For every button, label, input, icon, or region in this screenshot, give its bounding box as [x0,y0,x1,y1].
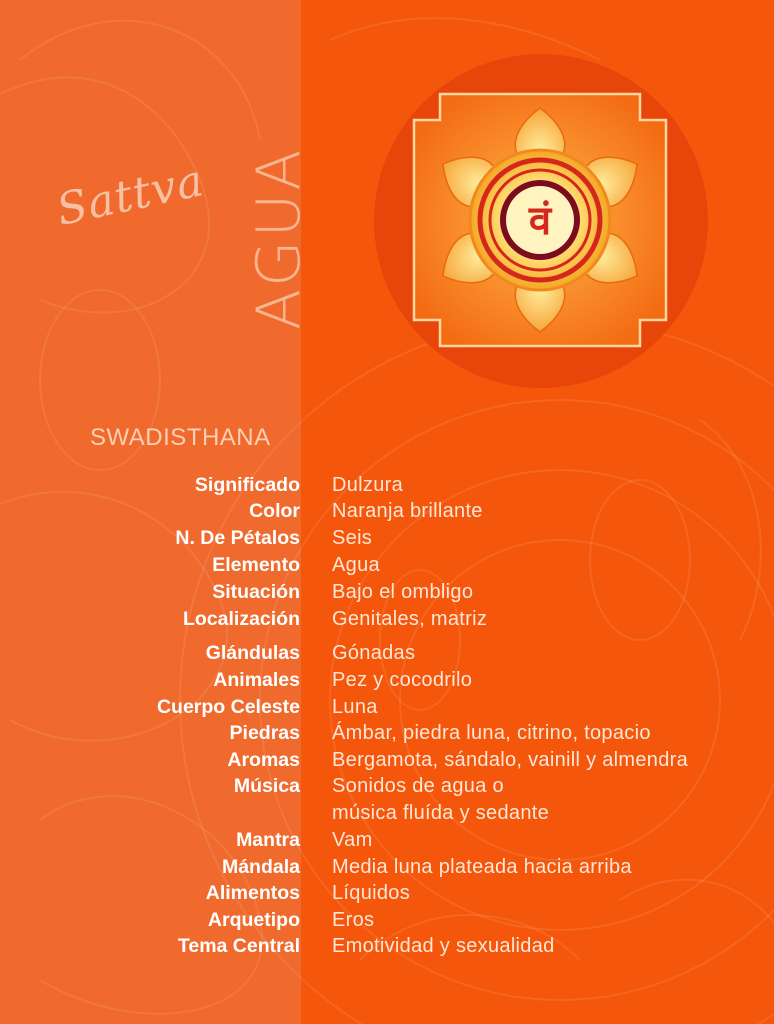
attribute-value: Seis [332,527,373,549]
script-title: Sattva [52,155,209,236]
attribute-row [0,669,774,695]
attribute-row [0,802,774,828]
attribute-row [0,882,774,908]
attribute-row [0,722,774,748]
attribute-label: Situación [212,581,300,603]
attribute-value: Gónadas [332,642,416,664]
attribute-row [0,554,774,580]
attribute-row [0,935,774,961]
attribute-label: Mantra [236,829,300,851]
attribute-row [0,696,774,722]
attribute-row [0,581,774,607]
attribute-row [0,474,774,500]
attribute-row [0,775,774,801]
attribute-value: Eros [332,909,375,931]
attribute-label: Aromas [227,749,300,771]
attribute-label: Piedras [229,722,300,744]
attribute-value: Emotividad y sexualidad [332,935,555,957]
attribute-row [0,642,774,668]
attribute-label: Elemento [212,554,300,576]
attribute-value: Bajo el ombligo [332,581,474,603]
attribute-row [0,909,774,935]
attribute-value: Genitales, matriz [332,608,488,630]
attribute-label: Glándulas [205,642,300,664]
chakra-symbol-icon [404,84,676,356]
chakra-bija-glyph: वं [528,198,552,244]
attribute-label: Animales [213,669,300,691]
attribute-row [0,856,774,882]
attribute-label: N. De Pétalos [175,527,300,549]
attribute-label: Color [249,500,300,522]
attribute-label: Alimentos [205,882,300,904]
attribute-label: Arquetipo [207,909,300,931]
attribute-label: Mándala [221,856,300,878]
attribute-row [0,500,774,526]
attribute-value: Luna [332,696,378,718]
attribute-value: Ámbar, piedra luna, citrino, topacio [332,722,651,744]
attribute-label: Cuerpo Celeste [156,696,300,718]
attribute-value: Sonidos de agua o [332,775,504,797]
attribute-label: Tema Central [177,935,300,957]
attribute-row [0,749,774,775]
attribute-row [0,527,774,553]
attribute-value: Bergamota, sándalo, vainill y almendra [332,749,689,771]
attribute-label: Significado [194,474,300,496]
attribute-row [0,608,774,634]
attribute-value: Pez y cocodrilo [332,669,473,691]
attribute-value: Líquidos [332,882,411,904]
attribute-row [0,829,774,855]
element-word-vertical: AGUA [244,146,314,330]
attribute-value: Vam [332,829,373,851]
attribute-value: Agua [332,554,380,576]
attribute-value: música fluída y sedante [332,802,550,824]
attribute-value: Naranja brillante [332,500,483,522]
attribute-label: Localización [182,608,300,630]
attribute-label: Música [233,775,300,797]
attribute-value: Media luna plateada hacia arriba [332,856,632,878]
chakra-title: SWADISTHANA [90,424,271,451]
attribute-value: Dulzura [332,474,404,496]
